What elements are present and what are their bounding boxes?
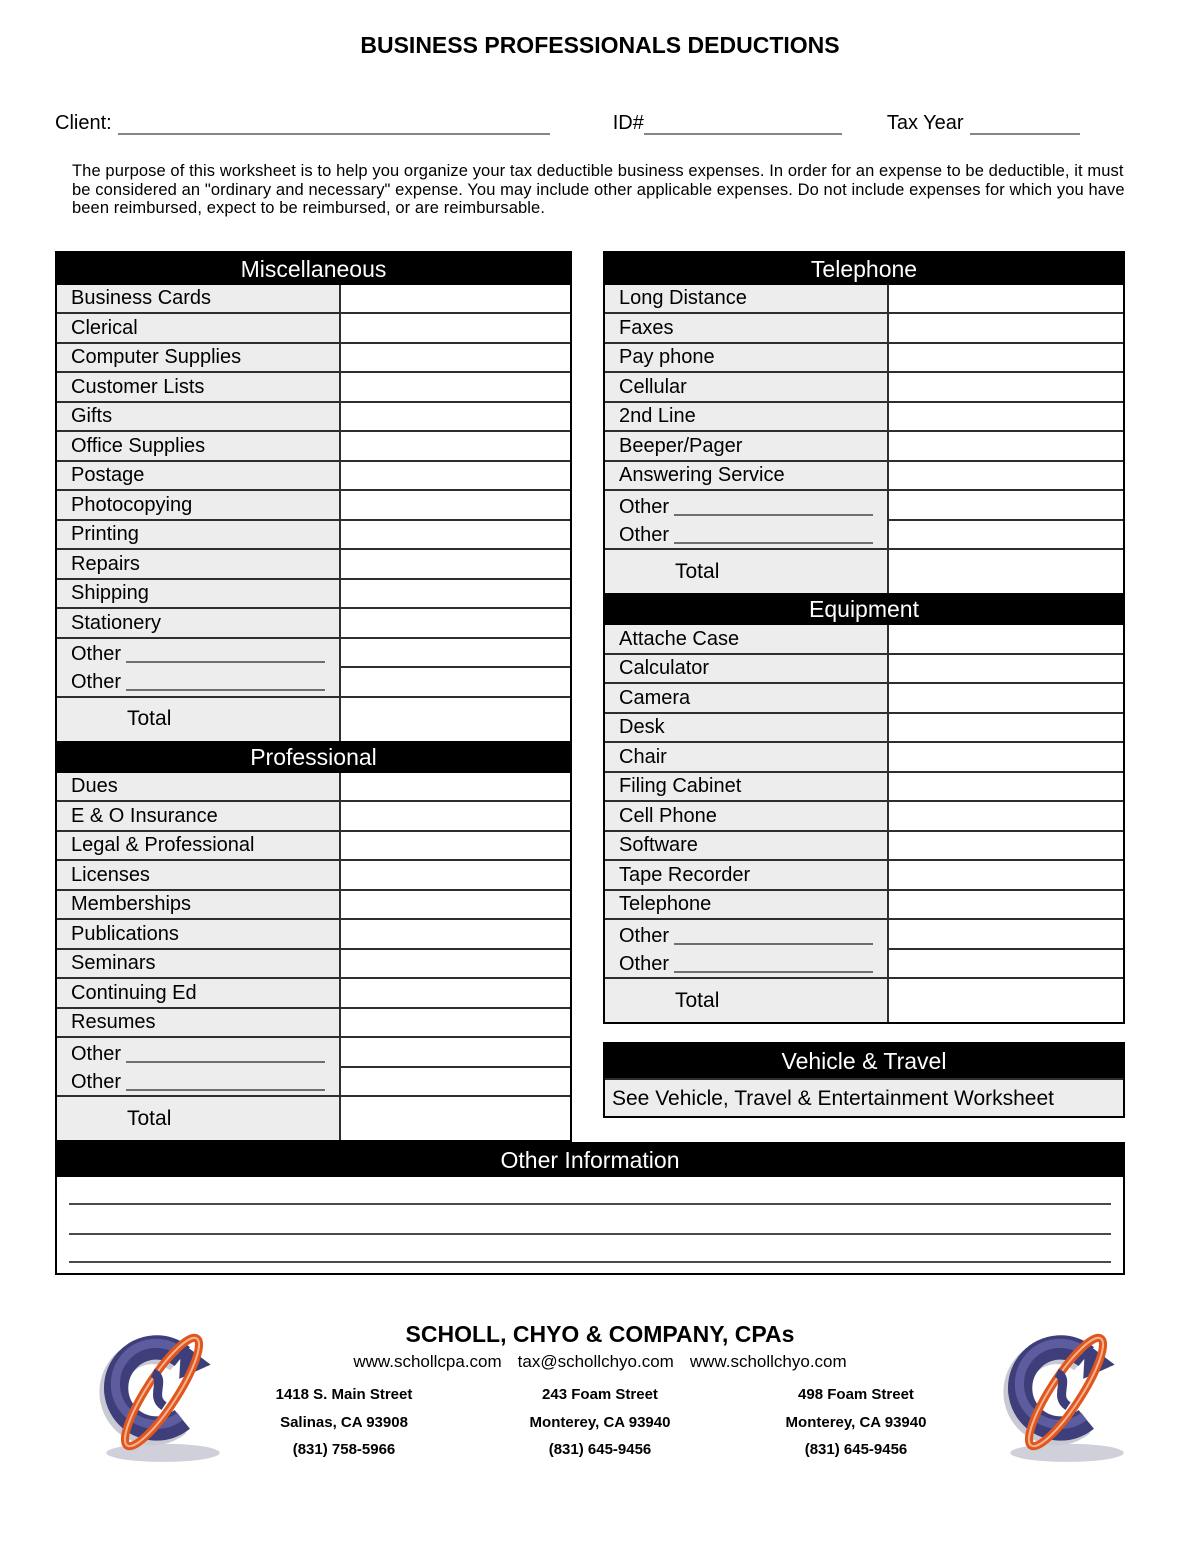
expense-label: Computer Supplies	[57, 344, 341, 372]
expense-row	[605, 859, 1123, 889]
other-row	[619, 521, 887, 547]
expense-label: Business Cards	[57, 285, 341, 313]
expense-row	[605, 889, 1123, 919]
firm-footer	[0, 1321, 1200, 1491]
expense-row	[57, 489, 570, 519]
amount-cell[interactable]	[341, 802, 570, 830]
amount-cell[interactable]	[889, 802, 1123, 830]
expense-label: Pay phone	[605, 344, 889, 372]
other-row	[71, 1040, 339, 1066]
expense-row	[605, 653, 1123, 683]
equipment-section	[605, 593, 1123, 1022]
other-description-line[interactable]	[674, 971, 873, 973]
amount-cell[interactable]	[341, 344, 570, 372]
amount-cell[interactable]	[889, 861, 1123, 889]
expense-label: Seminars	[57, 950, 341, 978]
amount-cell[interactable]	[341, 314, 570, 342]
amount-cell[interactable]	[341, 432, 570, 460]
expense-row	[605, 312, 1123, 342]
amount-cell[interactable]	[341, 950, 570, 978]
other-label: Other	[619, 952, 670, 975]
total-label: Total	[57, 698, 341, 741]
other-label: Other	[71, 1070, 122, 1093]
equipment-other-rows	[605, 918, 1123, 977]
expense-row	[57, 312, 570, 342]
amount-cell[interactable]	[889, 373, 1123, 401]
total-label: Total	[57, 1097, 341, 1140]
expense-row	[605, 460, 1123, 490]
amount-cell[interactable]	[889, 743, 1123, 771]
expense-row	[57, 977, 570, 1007]
other-row	[71, 668, 339, 694]
other-row	[619, 922, 887, 948]
amount-cell[interactable]	[341, 609, 570, 637]
total-label: Total	[605, 979, 889, 1022]
expense-row	[605, 830, 1123, 860]
other-description-line[interactable]	[674, 514, 873, 516]
id-label: ID#	[612, 112, 644, 134]
expense-label: Desk	[605, 714, 889, 742]
other-description-line[interactable]	[126, 661, 325, 663]
expense-row	[57, 918, 570, 948]
vehicle-travel-header: Vehicle & Travel	[605, 1044, 1123, 1078]
professional-total-row	[57, 1095, 570, 1140]
amount-cell[interactable]	[341, 639, 570, 669]
amount-cell[interactable]	[341, 668, 570, 696]
office-street: 1418 S. Main Street	[275, 1386, 413, 1404]
other-information-body	[55, 1177, 1125, 1275]
worksheet-columns	[55, 251, 1200, 1143]
left-tables	[55, 251, 572, 1143]
office-monterey-243	[490, 1381, 710, 1464]
vehicle-travel-section	[603, 1042, 1125, 1118]
other-label: Other	[71, 1042, 122, 1065]
amount-cell[interactable]	[889, 344, 1123, 372]
expense-label: Memberships	[57, 891, 341, 919]
expense-row	[57, 578, 570, 608]
amount-cell[interactable]	[889, 714, 1123, 742]
expense-label: Photocopying	[57, 491, 341, 519]
amount-cell[interactable]	[341, 521, 570, 549]
client-label: Client:	[55, 112, 112, 134]
expense-row	[57, 519, 570, 549]
amount-cell[interactable]	[341, 580, 570, 608]
expense-label: Printing	[57, 521, 341, 549]
other-description-line[interactable]	[126, 689, 325, 691]
amount-cell[interactable]	[889, 920, 1123, 950]
website-secondary: www.schollchyo.com	[689, 1352, 847, 1372]
other-label: Other	[71, 671, 122, 694]
client-name-line[interactable]	[118, 109, 550, 135]
expense-row	[57, 948, 570, 978]
office-city: Salinas, CA 93908	[280, 1413, 408, 1431]
total-amount-cell[interactable]	[889, 979, 1123, 1022]
other-label: Other	[71, 643, 122, 666]
expense-row	[57, 371, 570, 401]
expense-label: Attache Case	[605, 625, 889, 653]
telephone-section	[605, 253, 1123, 594]
other-row	[71, 1068, 339, 1094]
expense-label: Filing Cabinet	[605, 773, 889, 801]
expense-label: Software	[605, 832, 889, 860]
expense-row	[605, 285, 1123, 313]
expense-label: Postage	[57, 462, 341, 490]
other-information-header: Other Information	[55, 1142, 1125, 1177]
expense-row	[605, 712, 1123, 742]
expense-row	[57, 607, 570, 637]
amount-cell[interactable]	[889, 832, 1123, 860]
telephone-total-row	[605, 548, 1123, 593]
amount-cell[interactable]	[341, 285, 570, 313]
miscellaneous-header: Miscellaneous	[57, 253, 570, 285]
expense-row	[605, 401, 1123, 431]
amount-cell[interactable]	[889, 491, 1123, 521]
right-tables	[603, 251, 1125, 1025]
expense-row	[57, 548, 570, 578]
expense-label: 2nd Line	[605, 403, 889, 431]
other-description-line[interactable]	[674, 943, 873, 945]
expense-label: Answering Service	[605, 462, 889, 490]
amount-cell[interactable]	[889, 950, 1123, 978]
expense-row	[605, 741, 1123, 771]
expense-row	[605, 430, 1123, 460]
vehicle-travel-note: See Vehicle, Travel & Entertainment Worksheet	[605, 1078, 1123, 1116]
expense-row	[605, 625, 1123, 653]
client-id-taxyear-row	[55, 109, 1128, 135]
total-amount-cell[interactable]	[341, 698, 570, 741]
amount-cell[interactable]	[341, 403, 570, 431]
tax-year-line[interactable]	[970, 109, 1080, 135]
amount-cell[interactable]	[889, 521, 1123, 549]
office-salinas	[234, 1381, 454, 1464]
professional-other-rows	[57, 1036, 570, 1095]
expense-label: Continuing Ed	[57, 979, 341, 1007]
write-in-line[interactable]	[69, 1203, 1111, 1205]
amount-cell[interactable]	[889, 684, 1123, 712]
expense-label: Cell Phone	[605, 802, 889, 830]
office-monterey-498	[746, 1381, 966, 1464]
miscellaneous-section	[57, 253, 570, 741]
expense-label: Camera	[605, 684, 889, 712]
other-label: Other	[619, 924, 670, 947]
expense-row	[57, 889, 570, 919]
expense-row	[605, 371, 1123, 401]
expense-row	[57, 285, 570, 313]
email-address: tax@schollchyo.com	[517, 1352, 674, 1372]
expense-row	[57, 800, 570, 830]
office-street: 498 Foam Street	[798, 1386, 914, 1404]
office-phone: (831) 758-5966	[292, 1441, 396, 1459]
amount-cell[interactable]	[341, 1038, 570, 1068]
expense-row	[57, 401, 570, 431]
total-label: Total	[605, 550, 889, 593]
amount-cell[interactable]	[341, 920, 570, 948]
amount-cell[interactable]	[889, 432, 1123, 460]
company-logo-left	[86, 1315, 238, 1467]
other-row	[619, 950, 887, 976]
professional-section	[57, 741, 570, 1141]
expense-row	[605, 682, 1123, 712]
other-description-line[interactable]	[126, 1061, 325, 1063]
expense-label: Stationery	[57, 609, 341, 637]
expense-label: Licenses	[57, 861, 341, 889]
amount-cell[interactable]	[341, 550, 570, 578]
telephone-other-rows	[605, 489, 1123, 548]
expense-label: Shipping	[57, 580, 341, 608]
expense-row	[57, 859, 570, 889]
amount-cell[interactable]	[889, 462, 1123, 490]
other-row	[619, 493, 887, 519]
expense-row	[57, 773, 570, 801]
expense-row	[605, 342, 1123, 372]
expense-label: Repairs	[57, 550, 341, 578]
expense-row	[57, 1007, 570, 1037]
office-city: Monterey, CA 93940	[529, 1413, 671, 1431]
amount-cell[interactable]	[889, 403, 1123, 431]
amount-cell[interactable]	[341, 1068, 570, 1096]
office-phone: (831) 645-9456	[548, 1441, 652, 1459]
expense-label: Faxes	[605, 314, 889, 342]
expense-label: Customer Lists	[57, 373, 341, 401]
expense-row	[605, 800, 1123, 830]
amount-cell[interactable]	[341, 979, 570, 1007]
total-amount-cell[interactable]	[341, 1097, 570, 1140]
other-description-line[interactable]	[126, 1089, 325, 1091]
expense-label: Gifts	[57, 403, 341, 431]
tax-year-label: Tax Year	[886, 112, 964, 134]
expense-row	[57, 342, 570, 372]
expense-label: Chair	[605, 743, 889, 771]
purpose-paragraph: The purpose of this worksheet is to help you organize your tax deductible business expenses. In order for an expense to be deductible, it must be considered an "ordinary and necessary" expense. You may include other applicable expenses. Do not include expenses for which you have been reimbursed, expect to be reimbursed, or are reimbursable.	[72, 162, 1125, 218]
expense-label: Telephone	[605, 891, 889, 919]
office-city: Monterey, CA 93940	[785, 1413, 927, 1431]
amount-cell[interactable]	[341, 491, 570, 519]
other-row	[71, 640, 339, 666]
expense-label: Dues	[57, 773, 341, 801]
expense-label: Office Supplies	[57, 432, 341, 460]
expense-label: Cellular	[605, 373, 889, 401]
expense-row	[57, 830, 570, 860]
company-logo-right	[990, 1315, 1142, 1467]
expense-label: Calculator	[605, 655, 889, 683]
expense-label: Beeper/Pager	[605, 432, 889, 460]
amount-cell[interactable]	[889, 285, 1123, 313]
miscellaneous-total-row	[57, 696, 570, 741]
other-description-line[interactable]	[674, 542, 873, 544]
amount-cell[interactable]	[341, 462, 570, 490]
expense-label: Publications	[57, 920, 341, 948]
other-information-section	[55, 1142, 1125, 1275]
amount-cell[interactable]	[341, 1009, 570, 1037]
expense-row	[605, 771, 1123, 801]
id-line[interactable]	[644, 109, 842, 135]
website-primary: www.schollcpa.com	[353, 1352, 502, 1372]
page-title: BUSINESS PROFESSIONALS DEDUCTIONS	[360, 32, 840, 58]
telephone-header: Telephone	[605, 253, 1123, 285]
equipment-total-row	[605, 977, 1123, 1022]
office-phone: (831) 645-9456	[804, 1441, 908, 1459]
expense-row	[57, 430, 570, 460]
amount-cell[interactable]	[341, 832, 570, 860]
amount-cell[interactable]	[341, 891, 570, 919]
equipment-header: Equipment	[605, 593, 1123, 625]
office-street: 243 Foam Street	[542, 1386, 658, 1404]
write-in-line[interactable]	[69, 1233, 1111, 1235]
expense-label: Clerical	[57, 314, 341, 342]
amount-cell[interactable]	[341, 861, 570, 889]
amount-cell[interactable]	[889, 625, 1123, 653]
amount-cell[interactable]	[889, 891, 1123, 919]
expense-label: Tape Recorder	[605, 861, 889, 889]
amount-cell[interactable]	[341, 373, 570, 401]
company-name: SCHOLL, CHYO & COMPANY, CPAs	[405, 1321, 795, 1348]
expense-row	[57, 460, 570, 490]
expense-label: E & O Insurance	[57, 802, 341, 830]
expense-label: Legal & Professional	[57, 832, 341, 860]
other-label: Other	[619, 495, 670, 518]
total-amount-cell[interactable]	[889, 550, 1123, 593]
amount-cell[interactable]	[889, 773, 1123, 801]
amount-cell[interactable]	[341, 773, 570, 801]
expense-label: Long Distance	[605, 285, 889, 313]
professional-header: Professional	[57, 741, 570, 773]
amount-cell[interactable]	[889, 655, 1123, 683]
other-label: Other	[619, 523, 670, 546]
miscellaneous-other-rows	[57, 637, 570, 696]
amount-cell[interactable]	[889, 314, 1123, 342]
write-in-line[interactable]	[69, 1261, 1111, 1263]
expense-label: Resumes	[57, 1009, 341, 1037]
